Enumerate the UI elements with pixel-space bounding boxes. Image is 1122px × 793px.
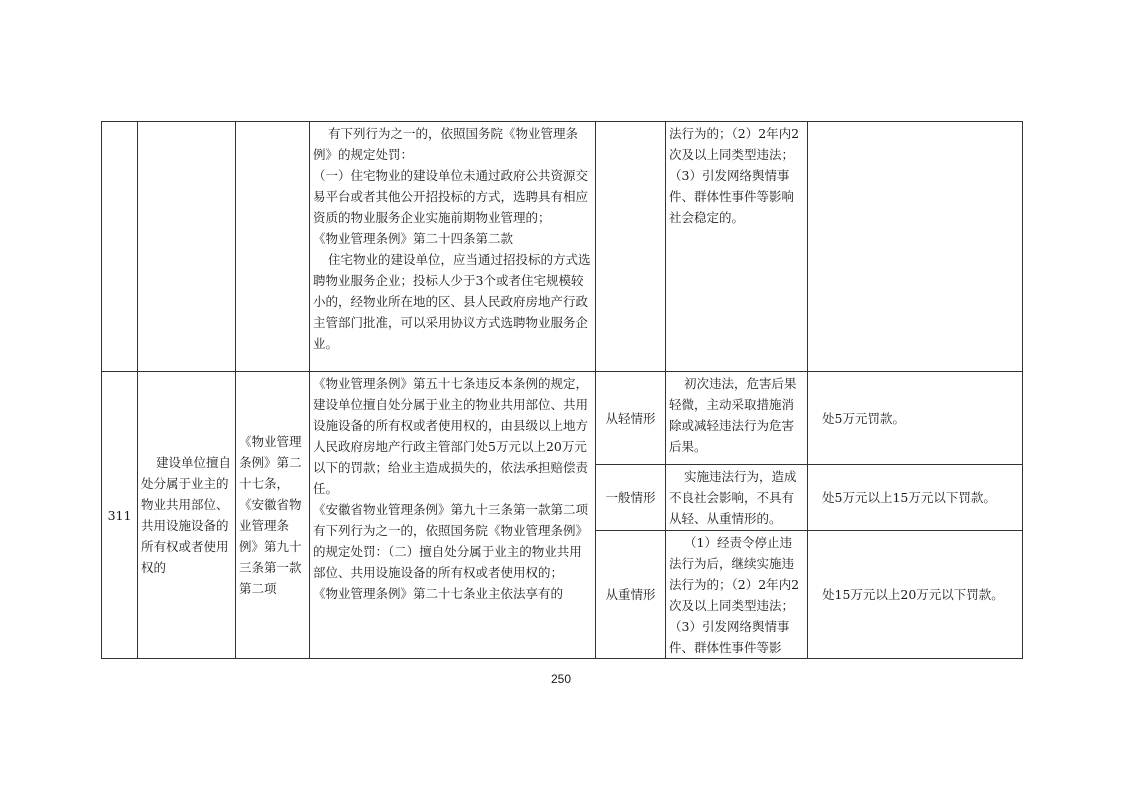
table-row [102, 372, 1023, 465]
basis-paragraph: 《安徽省物业管理条例》第九十三条第一款第二项 [313, 502, 589, 517]
level-general: 一般情形 [596, 465, 666, 531]
standard-cell [666, 122, 808, 372]
penalty-light: 处5万元罚款。 [808, 372, 1023, 465]
penalty-cell-empty [808, 122, 1023, 372]
item-text: 建设单位擅自处分属于业主的物业共用部位、共用设施设备的所有权或者使用权的 [141, 455, 232, 575]
legal-basis-text: 《物业管理条例》第二十七条，《安徽省物业管理条例》第九十三条第一款第二项 [239, 434, 302, 596]
penalty-standard-table [101, 121, 1023, 659]
standard-general: 实施违法行为，造成不良社会影响，不具有从轻、从重情形的。 [666, 465, 808, 531]
standard-light: 初次违法，危害后果轻微，主动采取措施消除或减轻违法行为危害后果。 [666, 372, 808, 465]
row-number: 311 [102, 372, 138, 659]
basis-text-cell [310, 122, 596, 372]
table-row-continued [102, 122, 1023, 372]
number-cell-empty [102, 122, 138, 372]
item-cell [138, 372, 236, 659]
basis-paragraph: 住宅物业的建设单位，应当通过招投标的方式选聘物业服务企业；投标人少于3个或者住宅规模较小的，经物业所在地的区、县人民政府房地产行政主管部门批准，可以采用协议方式选聘物业服务企业。 [313, 252, 591, 351]
legal-basis-cell-empty [236, 122, 310, 372]
standard-text: 法行为的；（2）2年内2次及以上同类型违法；（3）引发网络舆情事件、群体性事件等影响社会稳定的。 [669, 126, 800, 225]
level-heavy: 从重情形 [596, 531, 666, 659]
level-light: 从轻情形 [596, 372, 666, 465]
page-number: 250 [550, 672, 572, 686]
standard-heavy: （1）经责令停止违法行为后，继续实施违法行为的；（2）2年内2次及以上同类型违法；（3）引发网络舆情事件、群体性事件等影 [666, 531, 808, 659]
level-cell-empty [596, 122, 666, 372]
basis-paragraph: 有下列行为之一的，依照国务院《物业管理条例》的规定处罚：（二）擅自处分属于业主的物业共用部位、共用设施设备的所有权或者使用权的； [313, 523, 589, 580]
penalty-heavy: 处15万元以上20万元以下罚款。 [808, 531, 1023, 659]
basis-paragraph: 《物业管理条例》第五十七条违反本条例的规定，建设单位擅自处分属于业主的物业共用部位、共用设施设备的所有权或者使用权的，由县级以上地方人民政府房地产行政主管部门处5万元以上20万元以下的罚款；给业主造成损失的，依法承担赔偿责任。 [313, 376, 589, 496]
basis-paragraph: （一）住宅物业的建设单位未通过政府公共资源交易平台或者其他公开招投标的方式，选聘具有相应资质的物业服务企业实施前期物业管理的； [313, 168, 589, 225]
basis-text-cell [310, 372, 596, 659]
penalty-general: 处5万元以上15万元以下罚款。 [808, 465, 1023, 531]
basis-paragraph: 有下列行为之一的，依照国务院《物业管理条例》的规定处罚： [313, 126, 579, 162]
item-cell-empty [138, 122, 236, 372]
legal-basis-cell [236, 372, 310, 659]
basis-paragraph: 《物业管理条例》第二十七条业主依法享有的 [313, 586, 564, 601]
basis-paragraph: 《物业管理条例》第二十四条第二款 [313, 231, 514, 246]
